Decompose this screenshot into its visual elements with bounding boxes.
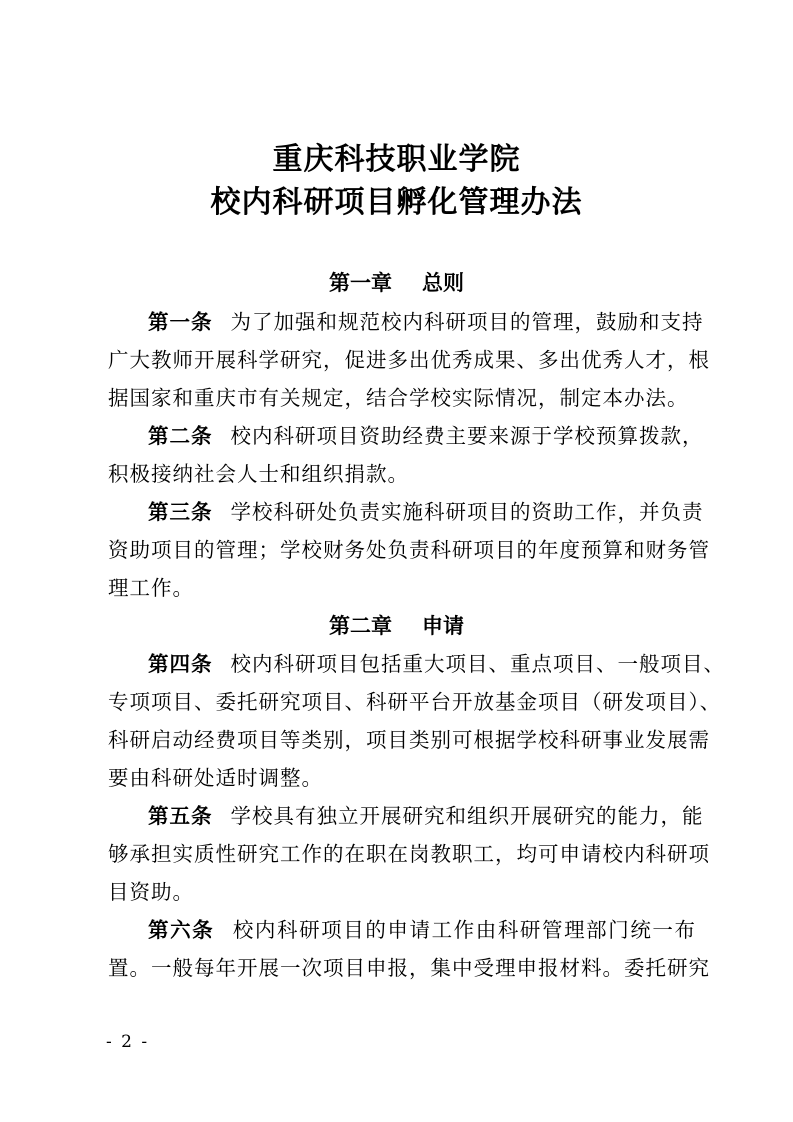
article-line bbox=[148, 915, 696, 945]
article-line: 够承担实质性研究工作的在职在岗教职工，均可申请校内科研项 bbox=[108, 842, 710, 866]
article-line: 专项项目、委托研究项目、科研平台开放基金项目（研发项目）、 bbox=[108, 690, 722, 714]
chapter-number: 第二章 bbox=[329, 614, 392, 638]
article-text: 校内科研项目的申请工作由科研管理部门统一布 bbox=[232, 918, 696, 942]
article-label: 第四条 bbox=[148, 652, 213, 676]
chapter-heading bbox=[0, 268, 793, 298]
article-line bbox=[148, 649, 725, 679]
article-line: 要由科研处适时调整。 bbox=[108, 766, 323, 790]
article-label: 第三条 bbox=[148, 500, 213, 524]
article-text: 学校具有独立开展研究和组织开展研究的能力，能 bbox=[230, 804, 704, 828]
document-title-line1: 重庆科技职业学院 bbox=[272, 142, 521, 177]
article-label: 第五条 bbox=[148, 804, 213, 828]
article-line bbox=[148, 307, 704, 337]
chapter-title: 申请 bbox=[422, 614, 464, 638]
article-line: 目资助。 bbox=[108, 880, 194, 904]
page-number: - 2 - bbox=[106, 1032, 150, 1052]
article-text: 校内科研项目资助经费主要来源于学校预算拨款， bbox=[230, 424, 704, 448]
chapter-number: 第一章 bbox=[329, 271, 392, 295]
article-line bbox=[148, 801, 704, 831]
article-line bbox=[148, 421, 704, 451]
article-line: 理工作。 bbox=[108, 576, 194, 600]
article-line: 广大教师开展科学研究，促进多出优秀成果、多出优秀人才，根 bbox=[108, 348, 710, 372]
article-line: 置。一般每年开展一次项目申报，集中受理申报材料。委托研究 bbox=[108, 956, 710, 980]
article-label: 第一条 bbox=[148, 310, 213, 334]
article-label: 第六条 bbox=[148, 918, 215, 942]
article-text: 为了加强和规范校内科研项目的管理，鼓励和支持 bbox=[230, 310, 704, 334]
article-line: 资助项目的管理；学校财务处负责科研项目的年度预算和财务管 bbox=[108, 538, 710, 562]
article-line: 积极接纳社会人士和组织捐款。 bbox=[108, 462, 409, 486]
article-line: 科研启动经费项目等类别，项目类别可根据学校科研事业发展需 bbox=[108, 728, 710, 752]
chapter-title: 总则 bbox=[422, 271, 464, 295]
article-label: 第二条 bbox=[148, 424, 213, 448]
article-text: 学校科研处负责实施科研项目的资助工作，并负责 bbox=[230, 500, 704, 524]
document-title-line2: 校内科研项目孵化管理办法 bbox=[210, 185, 583, 220]
article-line bbox=[148, 497, 704, 527]
chapter-heading bbox=[0, 611, 793, 641]
article-line: 据国家和重庆市有关规定，结合学校实际情况，制定本办法。 bbox=[108, 386, 689, 410]
article-text: 校内科研项目包括重大项目、重点项目、一般项目、 bbox=[230, 652, 725, 676]
